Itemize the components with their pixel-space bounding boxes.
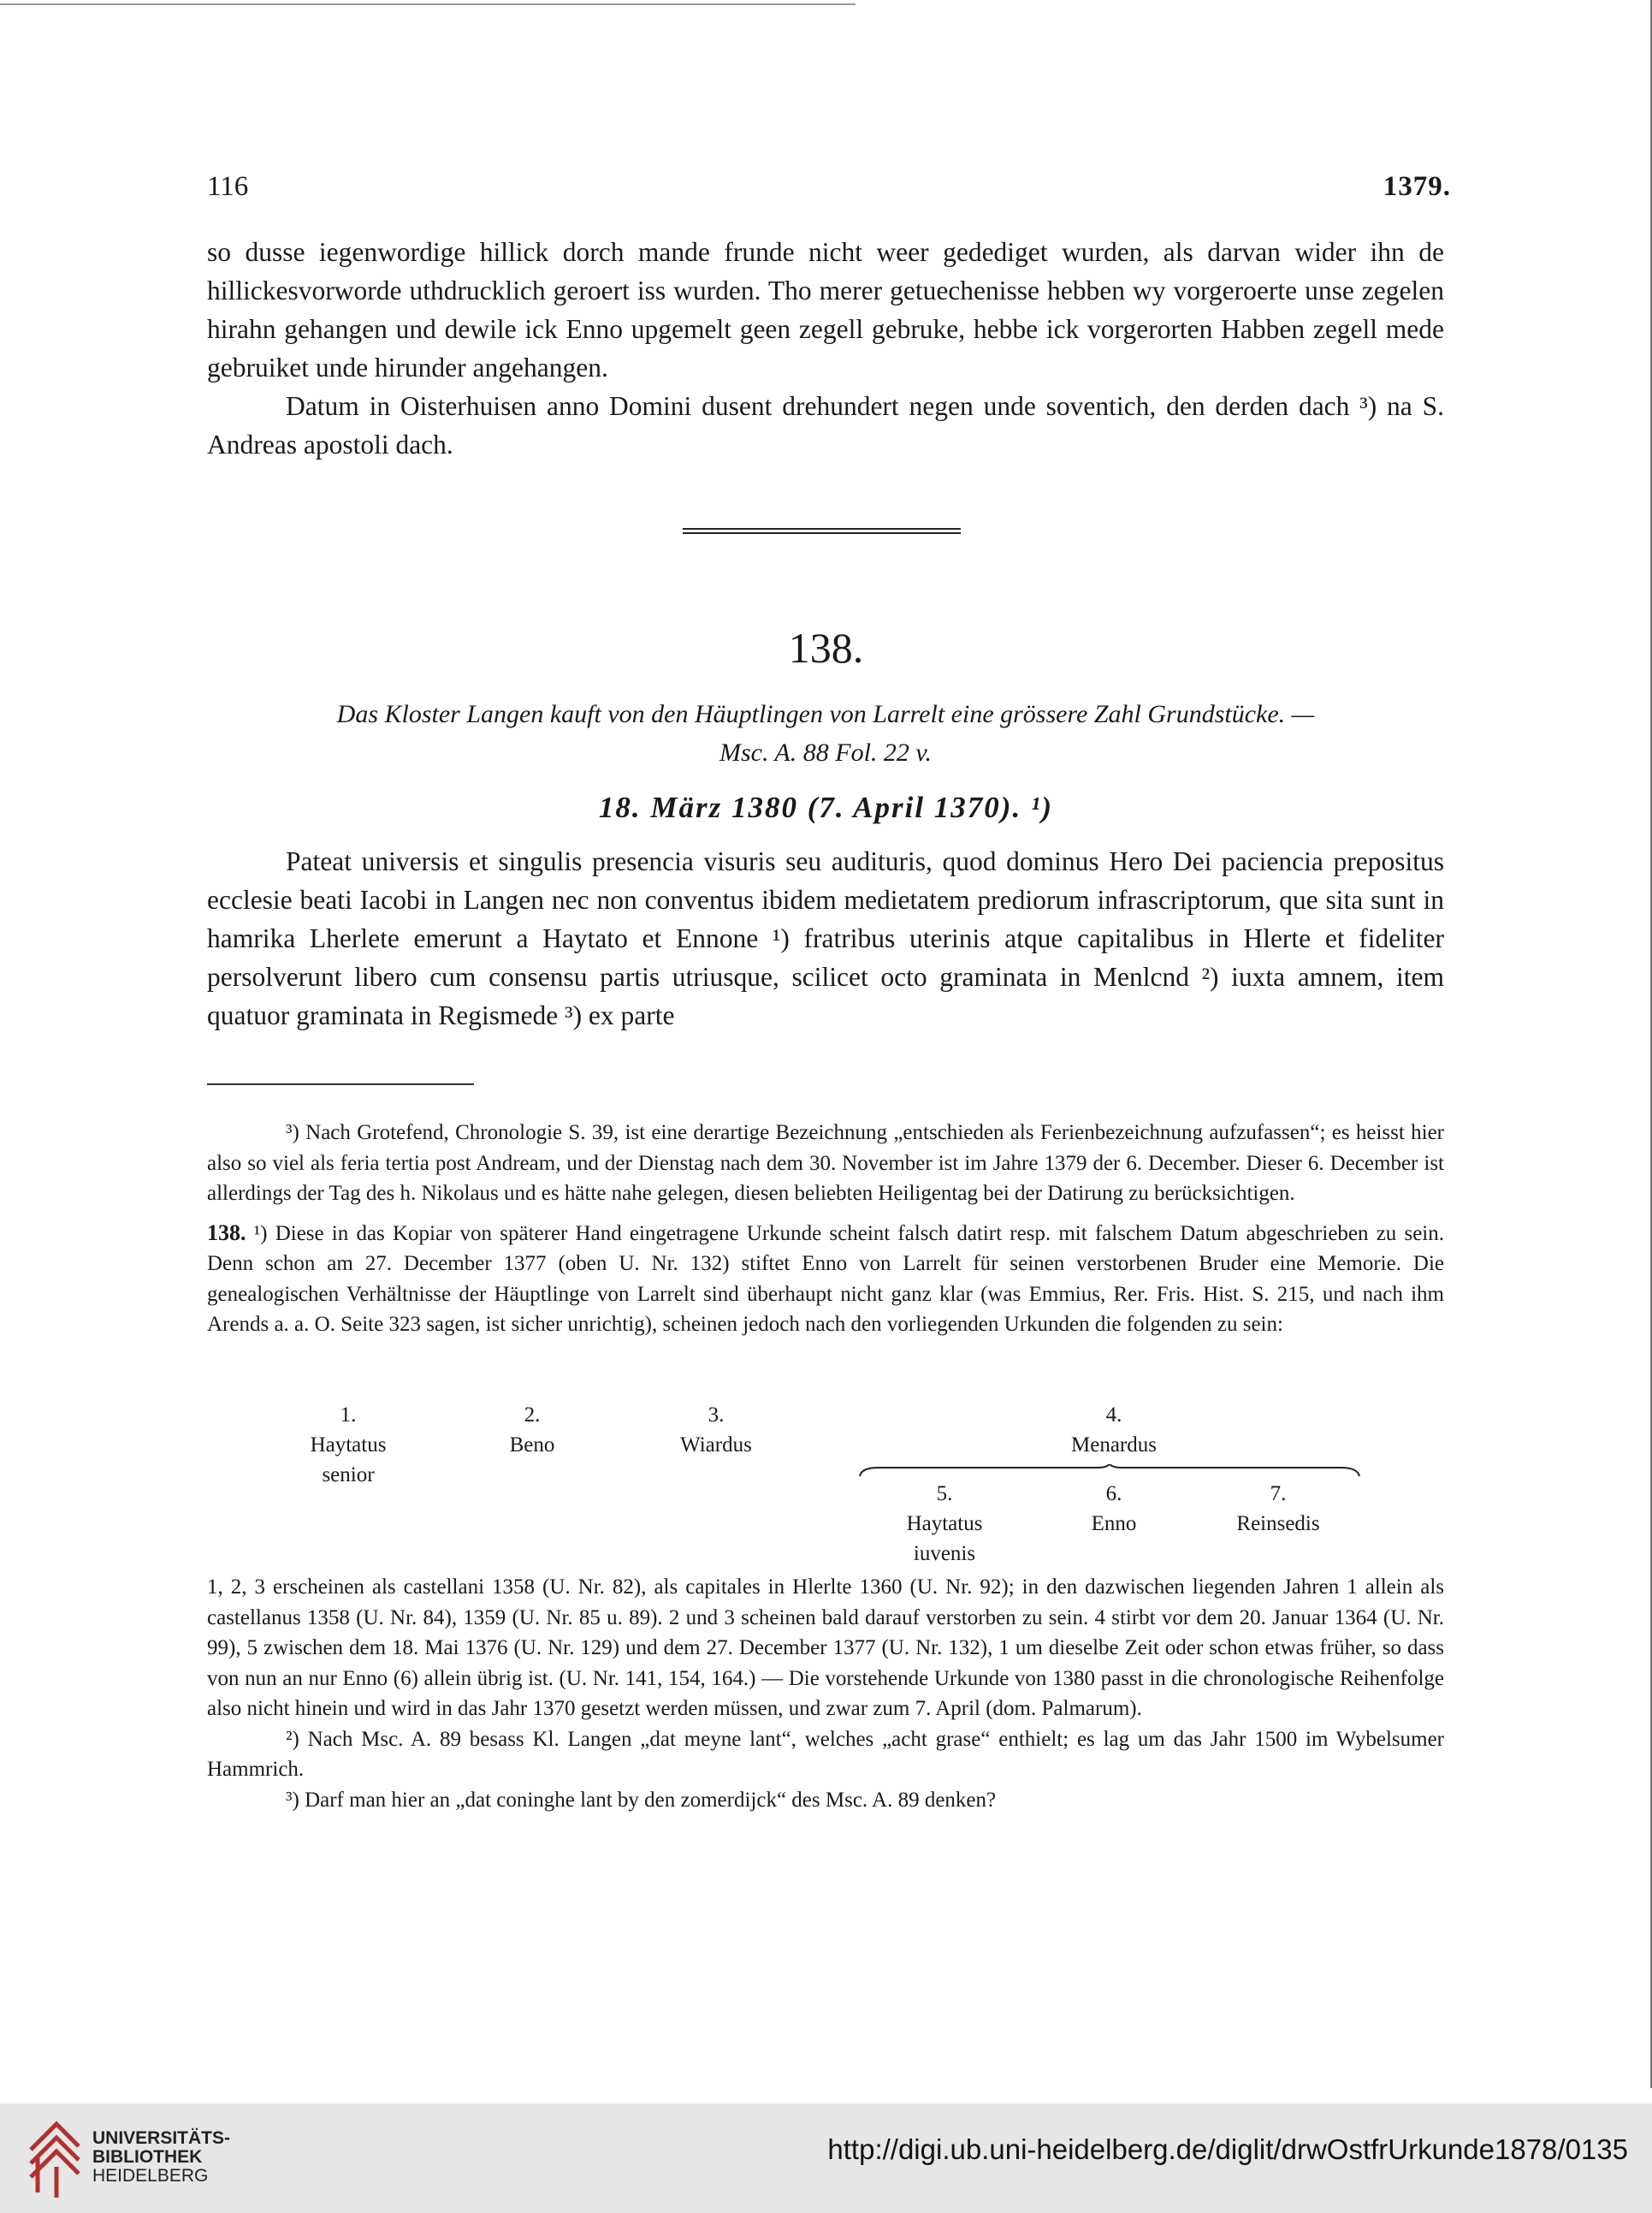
genealogy-person-7: 7. Reinsedis (1236, 1482, 1320, 1535)
genealogy-person-4: 4. Menardus (1071, 1403, 1157, 1457)
footnote-138-1-continued: 1, 2, 3 erscheinen als castellani 1358 (U. Nr. 82), als capitales in Hlerlte 1360 (U. Nr. 92); in den dazwischen liegenden Jahren 1 allein als castellanus 1358 (U. Nr. 84), 1359 (U. Nr. 85 u. 89). 2 und 3 scheinen bald darauf verstorben zu sein. 4 stirbt vor dem 20. Januar 1364 (U. Nr. 99), 5 zwischen dem 18. Mai 1376 (U. Nr. 129) und dem 27. December 1377 (U. Nr. 132), 1 um dieselbe Zeit oder schon etwas früher, so dass von nun an nur Enno (6) allein übrig ist. (U. Nr. 141, 154, 164.) — Die vorstehende Urkunde von 1380 passt in die chronologische Reihenfolge also nicht hinein und wird in das Jahr 1370 gesetzt werden müssen, und zwar zum 7. April (dom. Palmarum). (207, 1575, 1444, 1720)
section-divider (683, 528, 961, 534)
footnote-prev-3: ³) Nach Grotefend, Chronologie S. 39, ist eine derartige Bezeichnung „entschieden als Ferienbezeichnung aufzufassen“; es heisst hier also so viel als feria tertia post Andream, und der Dienstag nach dem 30. November ist im Jahre 1379 der 6. December. Dieser 6. December ist allerdings der Tag des h. Nikolaus und es hätte nahe gelegen, diesen beliebten Heiligentag bei der Datirung zu berücksichtigen. (207, 1121, 1444, 1205)
permalink-url[interactable]: http://digi.ub.uni-heidelberg.de/diglit/drwOstfrUrkunde1878/0135 (827, 2133, 1628, 2165)
scan-edge-top (0, 3, 856, 5)
document-text (207, 842, 1444, 1035)
running-year: 1379. (1383, 171, 1451, 202)
regest-line-1: Das Kloster Langen kauft von den Häuptlingen von Larrelt eine grössere Zahl Grundstücke. — (336, 700, 1315, 728)
document-paragraph: Pateat universis et singulis presencia visuris seu audituris, quod dominus Hero Dei paciencia prepositus ecclesie beati Iacobi in Langen nec non conventus ibidem medietatem prediorum infrascriptorum, que sita sunt in hamrika Lherlete emerunt a Haytato et Ennone ¹) fratribus uterinis atque capitalibus in Hlerte et fideliter persolverunt libero cum consensu partis utriusque, scilicet octo graminata in Menlcnd ²) iuxta amnem, item quatuor graminata in Regismede ³) ex parte (207, 846, 1444, 1030)
prev-paragraph-2: Datum in Oisterhuisen anno Domini dusent drehundert negen unde soventich, den derden dach ³) na S. Andreas apostoli dach. (207, 391, 1444, 460)
genealogy-person-1: 1. Haytatus senior (310, 1403, 387, 1486)
running-head (207, 171, 1451, 203)
footnote-doc-label: 138. (207, 1219, 246, 1245)
genealogy-table (207, 1400, 1444, 1571)
footnote-138-2: ²) Nach Msc. A. 89 besass Kl. Langen „dat meyne lant“, welches „acht grase“ enthielt; es lag um das Jahr 1500 im Wybelsumer Hammrich. (207, 1727, 1444, 1781)
document-number: 138. (788, 624, 864, 672)
library-name: UNIVERSITÄTS- BIBLIOTHEK HEIDELBERG (92, 2128, 231, 2186)
previous-document-text (207, 233, 1444, 464)
footnote-rule (207, 1083, 474, 1085)
genealogy-person-2: 2. Beno (509, 1403, 555, 1457)
footnote-138-1 (207, 1218, 1444, 1340)
genealogy-brace (858, 1464, 1361, 1478)
prev-paragraph-1: so dusse iegenwordige hillick dorch mande frunde nicht weer gedediget wurden, als darvan wider ihn de hillickesvorworde uthdrucklich geroert iss wurden. Tho merer getuechenisse hebben wy vorgeroerte unse zegelen hirahn gehangen und dewile ick Enno upgemelt geen zegell gebruke, hebbe ick vorgerorten Habben zegell mede gebruiket unde hirunder angehangen. (207, 237, 1444, 383)
genealogy-person-3: 3. Wiardus (680, 1403, 752, 1457)
document-regest (207, 695, 1444, 772)
document-date: 18. März 1380 (7. April 1370). ¹) (598, 791, 1054, 824)
footnotes-block-2 (207, 1572, 1444, 1815)
library-logo-icon (22, 2115, 87, 2201)
genealogy-person-6: 6. Enno (1091, 1482, 1137, 1535)
footnotes-block-1 (207, 1118, 1444, 1340)
footnote-138-1-text: ¹) Diese in das Kopiar von späterer Hand eingetragene Urkunde scheint falsch datirt resp. mit falschem Datum abgeschrieben zu sein. Denn schon am 27. December 1377 (oben U. Nr. 132) stiftet Enno von Larrelt für seinen verstorbenen Bruder eine Memorie. Die genealogischen Verhältnisse der Häuptlinge von Larrelt sind überhaupt nicht ganz klar (was Emmius, Rer. Fris. Hist. S. 215, und nach ihm Arends a. a. O. Seite 323 sagen, ist sicher unrichtig), scheinen jedoch nach den vorliegenden Urkunden die folgenden zu sein: (207, 1221, 1444, 1336)
footnote-138-3: ³) Darf man hier an „dat coninghe lant by den zomerdijck“ des Msc. A. 89 denken? (286, 1788, 997, 1812)
page-number: 116 (207, 171, 249, 202)
genealogy-person-5: 5. Haytatus iuvenis (906, 1482, 983, 1565)
regest-source: Msc. A. 88 Fol. 22 v. (719, 739, 932, 767)
